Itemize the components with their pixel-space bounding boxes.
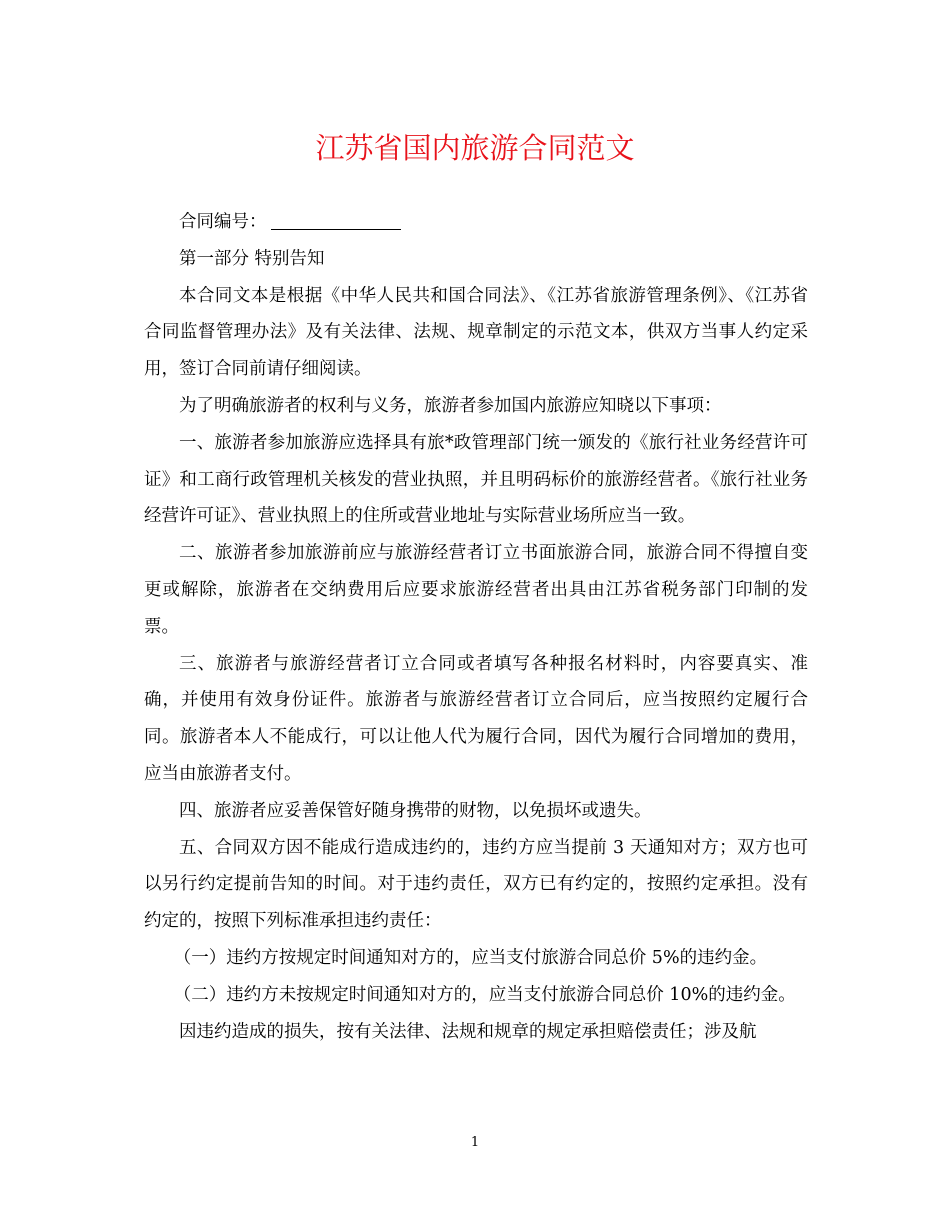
page-number: 1 [470, 1135, 480, 1150]
contract-number-blank [271, 211, 401, 230]
paragraph: 第一部分 特别告知 [179, 248, 325, 269]
paragraph: 一、旅游者参加旅游应选择具有旅*政管理部门统一颁发的《旅行社业务经营许可证》和工商行政管理机关核发的营业执照，并且明码标价的旅游经营者。《旅行社业务经营许可证》、营业执照上的住所或营业地址与实际营业场所应当一致。 [144, 432, 808, 527]
paragraph: 本合同文本是根据《中华人民共和国合同法》、《江苏省旅游管理条例》、《江苏省合同监督管理办法》及有关法律、法规、规章制定的示范文本，供双方当事人约定采用，签订合同前请仔细阅读。 [144, 285, 808, 380]
paragraph: 五、合同双方因不能成行造成违约的，违约方应当提前 3 天通知对方；双方也可以另行约定提前告知的时间。对于违约责任，双方已有约定的，按照约定承担。没有约定的，按照下列标准承担违约责任： [144, 837, 808, 932]
document-body [144, 204, 808, 1050]
paragraph: （一）违约方按规定时间通知对方的，应当支付旅游合同总价 5%的违约金。 [173, 947, 768, 968]
paragraph: 三、旅游者与旅游经营者订立合同或者填写各种报名材料时，内容要真实、准确，并使用有效身份证件。旅游者与旅游经营者订立合同后，应当按照约定履行合同。旅游者本人不能成行，可以让他人代为履行合同，因代为履行合同增加的费用，应当由旅游者支付。 [144, 653, 808, 784]
document-title: 江苏省国内旅游合同范文 [315, 131, 635, 165]
paragraph: 为了明确旅游者的权利与义务，旅游者参加国内旅游应知晓以下事项： [179, 395, 722, 416]
paragraph: （二）违约方未按规定时间通知对方的，应当支付旅游合同总价 10%的违约金。 [173, 984, 796, 1005]
paragraph: 二、旅游者参加旅游前应与旅游经营者订立书面旅游合同，旅游合同不得擅自变更或解除，旅游者在交纳费用后应要求旅游经营者出具由江苏省税务部门印制的发票。 [144, 543, 808, 637]
paragraph: 因违约造成的损失，按有关法律、法规和规章的规定承担赔偿责任；涉及航 [179, 1021, 757, 1042]
paragraph: 四、旅游者应妥善保管好随身携带的财物，以免损坏或遗失。 [179, 800, 652, 821]
contract-number-line [144, 204, 808, 241]
contract-number-label: 合同编号： [179, 212, 267, 232]
